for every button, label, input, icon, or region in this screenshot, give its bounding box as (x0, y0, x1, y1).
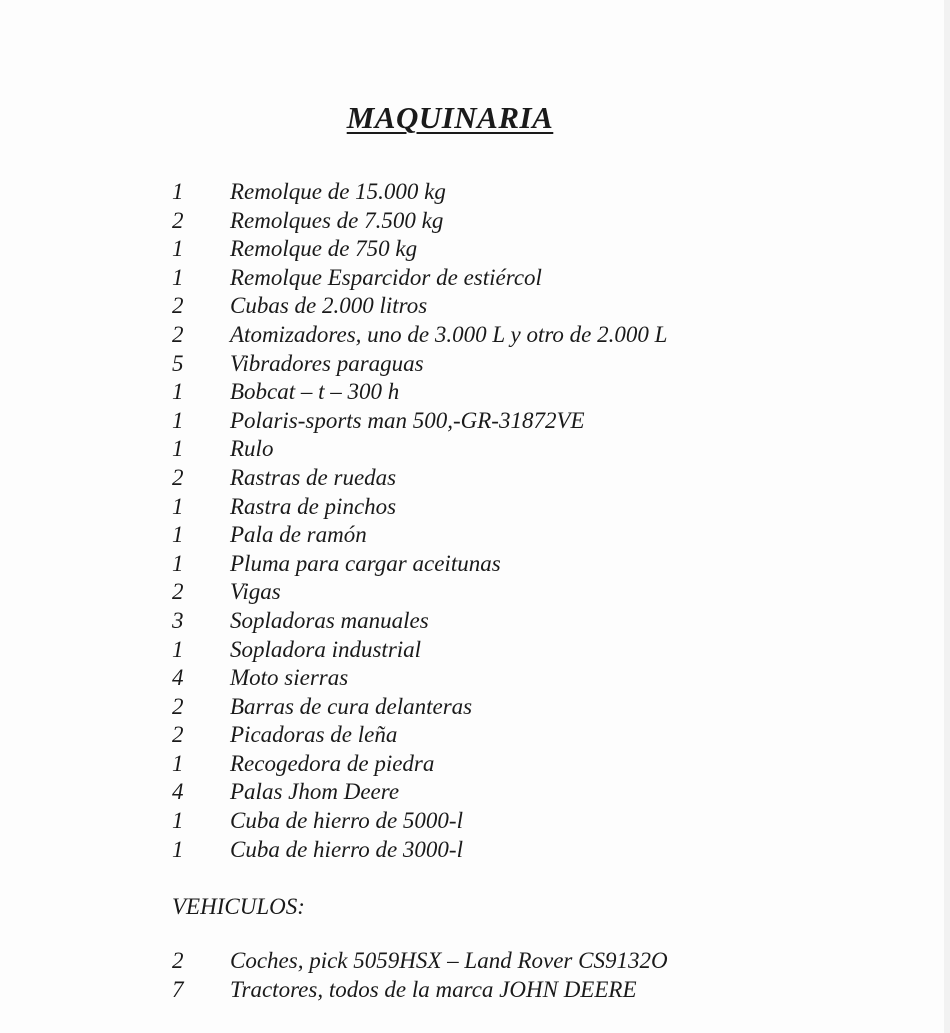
item-quantity: 1 (172, 179, 184, 204)
item-quantity: 7 (172, 976, 184, 1002)
list-item (172, 407, 667, 436)
item-quantity: 1 (172, 836, 184, 862)
item-description: Remolque de 15.000 kg (230, 179, 446, 204)
list-item (172, 521, 667, 550)
list-item (172, 178, 667, 207)
item-quantity: 2 (172, 293, 184, 319)
list-item (172, 807, 667, 836)
document-title: MAQUINARIA (346, 100, 554, 135)
list-item (172, 836, 667, 865)
list-item (172, 976, 668, 1005)
vehicles-heading: VEHICULOS: (172, 894, 305, 919)
item-quantity: 1 (172, 750, 184, 776)
item-description: Rastras de ruedas (230, 464, 397, 490)
list-item (172, 350, 667, 379)
list-item (172, 493, 667, 522)
list-item (172, 721, 667, 750)
item-quantity: 1 (172, 264, 184, 290)
item-quantity: 2 (172, 948, 184, 973)
item-quantity: 2 (172, 464, 184, 490)
list-item (172, 664, 667, 693)
item-description: Moto sierras (230, 665, 349, 691)
item-quantity: 4 (172, 779, 184, 805)
list-item (172, 636, 667, 665)
item-description: Polaris-sports man 500,-GR-31872VE (230, 407, 585, 433)
list-item (172, 464, 667, 493)
item-quantity: 1 (172, 808, 184, 834)
item-quantity: 2 (172, 722, 184, 748)
item-description: Sopladora industrial (230, 636, 422, 662)
item-quantity: 2 (172, 321, 184, 347)
item-description: Pluma para cargar aceitunas (230, 550, 501, 576)
item-quantity: 1 (172, 522, 184, 548)
list-item (172, 235, 667, 264)
item-quantity: 1 (172, 436, 184, 462)
item-description: Palas Jhom Deere (230, 779, 400, 805)
item-description: Rastra de pinchos (230, 493, 397, 519)
vehicles-list (172, 947, 668, 1004)
item-description: Rulo (230, 436, 274, 462)
item-quantity: 2 (172, 579, 184, 605)
item-description: Recogedora de piedra (230, 750, 435, 776)
list-item (172, 947, 668, 976)
item-quantity: 5 (172, 350, 184, 376)
list-item (172, 778, 667, 807)
item-quantity: 1 (172, 550, 184, 576)
item-quantity: 2 (172, 693, 184, 719)
item-description: Remolques de 7.500 kg (230, 207, 444, 233)
item-quantity: 1 (172, 636, 184, 662)
list-item (172, 550, 667, 579)
item-description: Cubas de 2.000 litros (230, 293, 428, 319)
item-description: Cuba de hierro de 5000-l (230, 808, 463, 834)
list-item (172, 207, 667, 236)
list-item (172, 321, 667, 350)
item-description: Remolque Esparcidor de estiércol (230, 264, 542, 290)
item-description: Remolque de 750 kg (230, 236, 418, 262)
item-quantity: 2 (172, 207, 184, 233)
item-quantity: 4 (172, 665, 184, 691)
list-item (172, 607, 667, 636)
machinery-list (172, 178, 667, 864)
item-description: Atomizadores, uno de 3.000 L y otro de 2.000 L (230, 321, 668, 347)
item-description: Tractores, todos de la marca JOHN DEERE (230, 976, 637, 1002)
list-item (172, 750, 667, 779)
item-description: Barras de cura delanteras (230, 693, 473, 719)
item-description: Coches, pick 5059HSX – Land Rover CS9132O (230, 948, 668, 973)
item-description: Pala de ramón (230, 522, 367, 548)
item-description: Cuba de hierro de 3000-l (230, 836, 463, 862)
list-item (172, 378, 667, 407)
item-description: Vigas (230, 579, 281, 605)
list-item (172, 693, 667, 722)
list-item (172, 578, 667, 607)
list-item (172, 264, 667, 293)
item-description: Sopladoras manuales (230, 607, 429, 633)
item-description: Picadoras de leña (230, 722, 398, 748)
item-quantity: 3 (172, 607, 184, 633)
item-quantity: 1 (172, 493, 184, 519)
item-description: Bobcat – t – 300 h (230, 379, 400, 405)
item-description: Vibradores paraguas (230, 350, 424, 376)
item-quantity: 1 (172, 236, 184, 262)
list-item (172, 292, 667, 321)
list-item (172, 435, 667, 464)
item-quantity: 1 (172, 379, 184, 405)
item-quantity: 1 (172, 407, 184, 433)
